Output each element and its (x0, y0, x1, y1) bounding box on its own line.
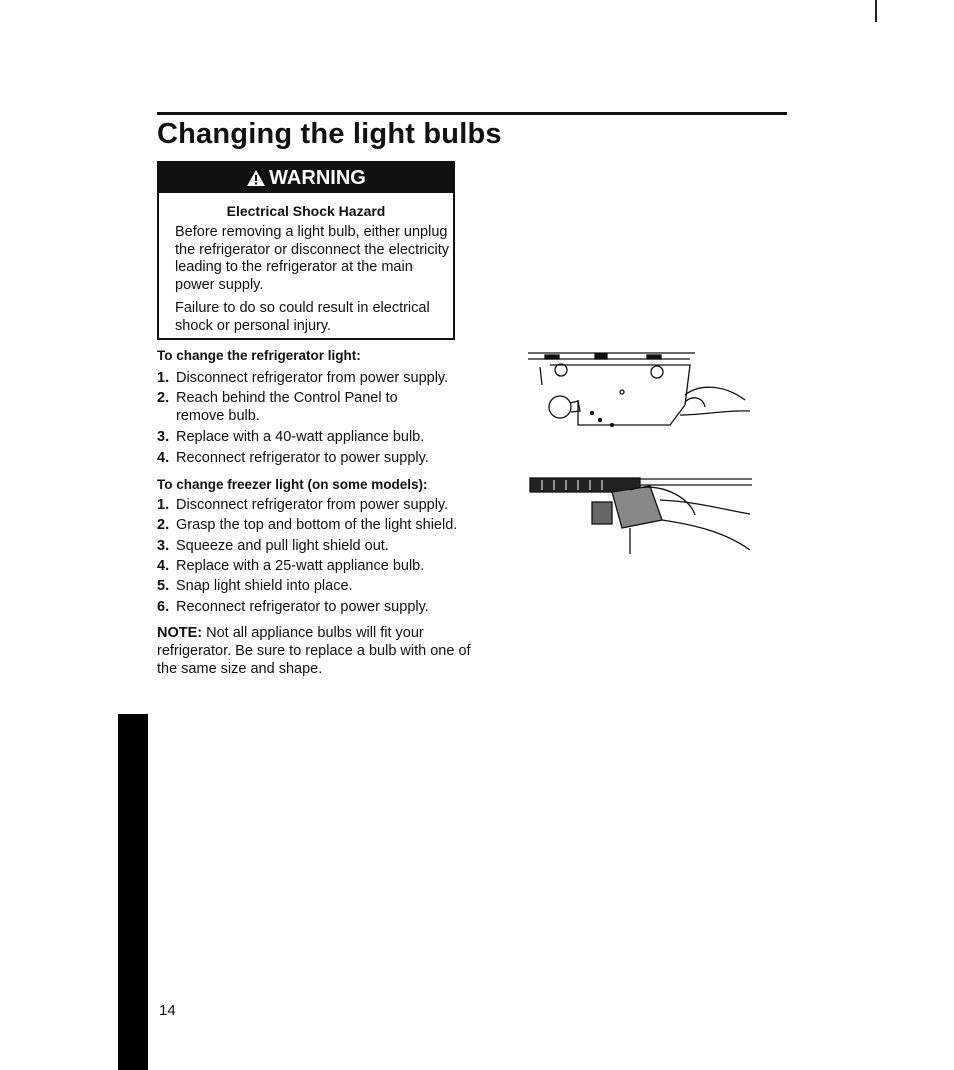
side-tab-bar (118, 714, 148, 1070)
list-item: 1. Disconnect refrigerator from power supply. (157, 497, 449, 513)
page-number: 14 (159, 1002, 176, 1019)
refrigerator-light-illustration (520, 345, 755, 440)
note-label: NOTE: (157, 625, 203, 641)
warning-banner-label: WARNING (269, 166, 366, 189)
list-item: 4. Reconnect refrigerator to power supply. (157, 450, 429, 466)
note-text: Not all appliance bulbs will fit your refrigerator. Be sure to replace a bulb with one of the same size and shape. (157, 625, 471, 677)
section-heading-refrigerator-light: To change the refrigerator light: (157, 348, 361, 363)
list-item: 4. Replace with a 25-watt appliance bulb. (157, 558, 425, 574)
list-item: 5. Snap light shield into place. (157, 578, 353, 594)
warning-triangle-icon (246, 169, 266, 187)
warning-consequence: Failure to do so could result in electrical shock or personal injury. (175, 300, 430, 334)
list-item: 2. Grasp the top and bottom of the light shield. (157, 517, 458, 533)
warning-box (157, 161, 455, 340)
warning-heading: Electrical Shock Hazard (226, 203, 386, 219)
section-heading-freezer-light: To change freezer light (on some models): (157, 477, 428, 492)
list-item: 1. Disconnect refrigerator from power supply. (157, 370, 449, 386)
list-item: 6. Reconnect refrigerator to power supply. (157, 599, 429, 615)
list-item: 3. Squeeze and pull light shield out. (157, 538, 389, 554)
list-item: 3. Replace with a 40-watt appliance bulb. (157, 429, 425, 445)
page-edge-mark (875, 0, 877, 22)
warning-banner (159, 163, 453, 193)
page-title: Changing the light bulbs (157, 118, 502, 150)
title-rule (157, 112, 787, 115)
note (157, 624, 482, 678)
warning-text: Before removing a light bulb, either unplug the refrigerator or disconnect the electricity leading to the refrigerator at the main power supply. (175, 224, 450, 293)
freezer-light-illustration (520, 470, 755, 560)
list-item: 2. Reach behind the Control Panel to remove bulb. (157, 390, 398, 424)
